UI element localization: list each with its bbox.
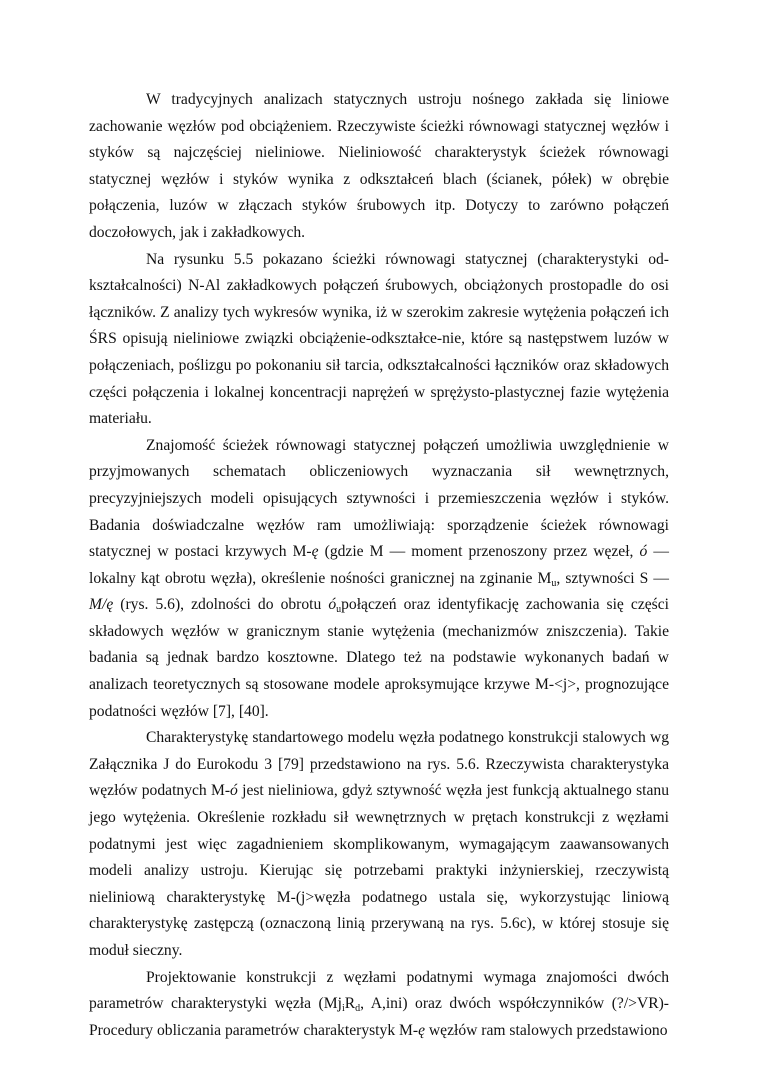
paragraph-5 (89, 965, 669, 1045)
text-segment: Znajomość ścieżek równowagi statycznej połączeń umożliwia uwzględnienie w przyjmowanych schematach obliczeniowych wyznaczania sił wewnętrznych, precyzyjniejszych modeli opisujących sztywności i przemieszczenia węzłów i styków. Badania doświadczalne węzłów ram umożliwiają: sporządzenie ścieżek równowagi statycznej w postaci krzywych M- (89, 436, 669, 561)
text-segment: M/ę (89, 596, 114, 614)
text-segment: węzłów ram stalowych przedstawiono (425, 1021, 668, 1039)
text-segment: , A,ini) oraz dwóch współczynników (?/>VR)- Procedury obliczania parametrów charakterystyk M- (89, 995, 670, 1039)
text-segment: u (551, 577, 557, 589)
text-segment: (rys. 5.6), zdolności do obrotu (113, 596, 329, 614)
text-segment: , sztywności S — (556, 569, 669, 587)
text-segment: R (344, 995, 356, 1013)
paragraph-1 (89, 87, 669, 247)
text-segment: ę (418, 1021, 425, 1039)
text-segment: ó (230, 782, 238, 800)
paragraph-3 (89, 433, 669, 726)
text-segment: ę (311, 543, 319, 561)
text-segment: Projektowanie konstrukcji z węzłami podatnymi wymaga znajomości dwóch parametrów charakterystyki węzła (Mj (89, 968, 669, 1013)
paragraph-4 (89, 725, 669, 964)
text-segment: W tradycyjnych analizach statycznych ustroju nośnego zakłada się liniowe zachowanie węzłów pod obciążeniem. Rzeczywiste ścieżki równowagi statycznej węzłów i styków są najczęściej nieliniowe. Nieliniowość charakterystyk ścieżek równowagi statycznej węzłów i styków wynika z odkształceń blach (ścianek, półek) w obrębie połączenia, luzów w złączach styków śrubowych itp. Dotyczy to zarówno połączeń doczołowych, jak i zakładkowych. (89, 91, 669, 241)
text-segment: połączeń oraz identyfikację zachowania się części składowych węzłów w granicznym stanie wytężenia (mechanizmów zniszczenia). Takie badania są jednak bardzo kosztowne. Dlatego też na podstawie wykonanych badań w analizach teoretycznych są stosowane modele aproksymujące krzywe M-<j>, prognozujące podatności węzłów [7], [40]. (89, 596, 669, 720)
text-segment: ó (639, 543, 648, 561)
text-segment: i (341, 1003, 345, 1015)
text-segment: jest nieliniowa, gdyż sztywność węzła jest funkcją aktualnego stanu jego wytężenia. Określenie rozkładu sił wewnętrznych w prętach konstrukcji z węzłami podatnymi jest więc zagadnieniem skomplikowanym, wymagającym zaawansowanych modeli analizy ustroju. Kierując się potrzebami praktyki inżynierskiej, rzeczywistą nieliniową charakterystykę M-(j>węzła podatnego ustala się, wykorzystując liniową charakterystykę zastępczą (oznaczoną linią przerywaną na rys. 5.6c), w której stosuje się moduł sieczny. (89, 782, 669, 959)
text-segment: d (355, 1003, 361, 1015)
text-segment: ó (328, 596, 337, 614)
text-segment: u (336, 604, 342, 616)
text-segment: Na rysunku 5.5 pokazano ścieżki równowagi statycznej (charakterystyki od-kształcalności) N-Al zakładkowych połączeń śrubowych, obciążonych prostopadle do osi łączników. Z analizy tych wykresów wynika, iż w szerokim zakresie wytężenia połączeń ich ŚRS opisują nieliniowe związki obciążenie-odkształce-nie, które są następstwem luzów w połączeniach, poślizgu po pokonaniu sił tarcia, odkształcalności łączników oraz składowych części połączenia i lokalnej koncentracji naprężeń w sprężysto-plastycznej fazie wytężenia materiału. (89, 250, 669, 428)
text-segment: Charakterystykę standartowego modelu węzła podatnego konstrukcji stalowych wg Załącznika J do Eurokodu 3 [79] przedstawiono na rys. 5.6. Rzeczywista charakterystyka węzłów podatnych M- (89, 729, 669, 800)
text-segment: (gdzie M — moment przenoszony przez węzeł, (318, 543, 640, 561)
text-segment: — lokalny kąt obrotu węzła), określenie nośności granicznej na zginanie M (89, 543, 669, 587)
paragraph-2 (89, 247, 669, 433)
document-page (89, 87, 669, 1044)
